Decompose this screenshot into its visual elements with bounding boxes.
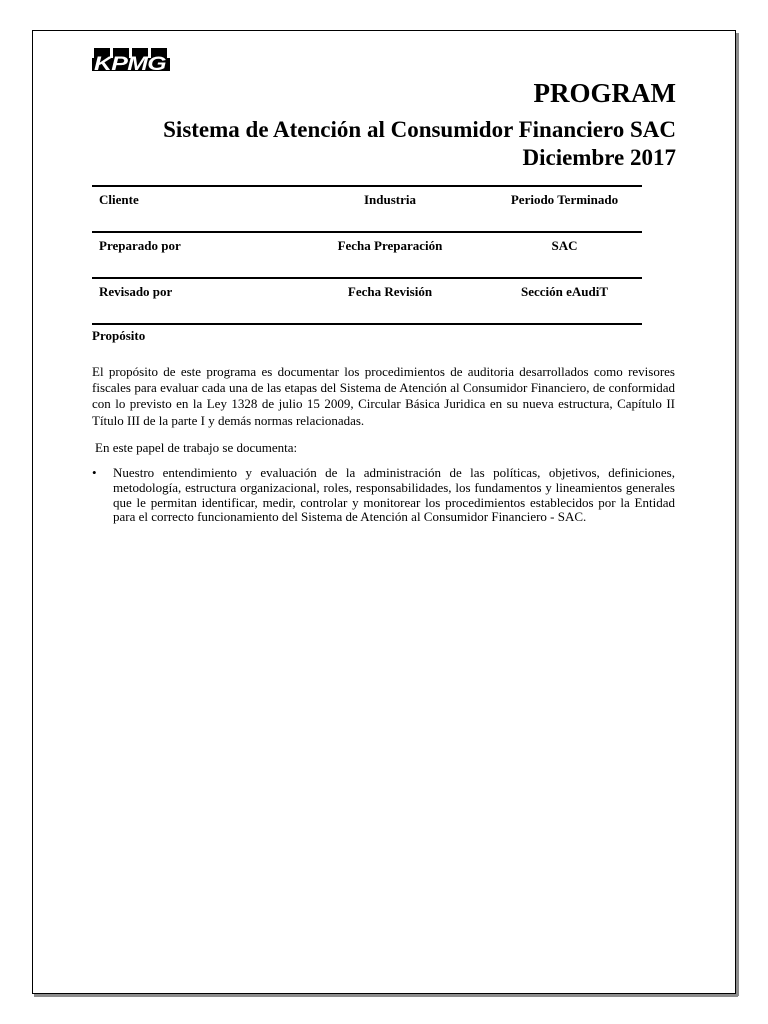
info-label-prep-date: Fecha Preparación	[337, 238, 443, 253]
info-label-review-date: Fecha Revisión	[347, 284, 433, 299]
info-label-reviewed-by: Revisado por	[99, 284, 173, 299]
list-item-text: Nuestro entendimiento y evaluación de la administración de las políticas, objetivos, definiciones, metodología, estructura organizacional, roles, responsabilidades, los fundamentos y lineamientos generales que le permitan identificar, medir, controlar y monitorear los procedimientos establecidos por la Entidad para el correcto funcionamiento del Sistema de Atención al Consumidor Financiero - SAC.	[113, 465, 675, 525]
info-label-industry: Industria	[363, 192, 417, 207]
purpose-heading: Propósito	[92, 328, 146, 343]
subtitle-line: Sistema de Atención al Consumidor Financiero SAC	[163, 117, 676, 142]
info-label-prepared-by: Preparado por	[99, 238, 181, 253]
info-label-client: Cliente	[99, 192, 139, 207]
document-subtitle	[76, 116, 676, 172]
page-shadow	[34, 994, 738, 997]
info-row	[92, 185, 642, 231]
subtitle-line: Diciembre 2017	[522, 145, 676, 170]
documented-intro: En este papel de trabajo se documenta:	[95, 440, 298, 455]
kpmg-logo	[92, 46, 170, 72]
info-row	[92, 277, 642, 325]
svg-text:KPMG: KPMG	[94, 54, 167, 72]
info-label-eaudit-section: Sección eAudiT	[520, 284, 609, 299]
list-item	[92, 466, 675, 525]
info-row	[92, 231, 642, 277]
info-label-period: Periodo Terminado	[510, 192, 619, 207]
bullet-icon: •	[92, 465, 97, 480]
info-table	[92, 185, 642, 325]
page-shadow	[736, 33, 739, 996]
info-label-sac: SAC	[551, 238, 578, 253]
document-title: PROGRAM	[533, 78, 676, 108]
purpose-paragraph: El propósito de este programa es documentar los procedimientos de auditoria desarrollados como revisores fiscales para evaluar cada una de las etapas del Sistema de Atención al Consumidor Financiero, de conformidad con lo previsto en la Ley 1328 de julio 15 2009, Circular Básica Juridica en su nueva estructura, Capítulo II Título III de la parte I y demás normas relacionadas.	[92, 364, 675, 428]
